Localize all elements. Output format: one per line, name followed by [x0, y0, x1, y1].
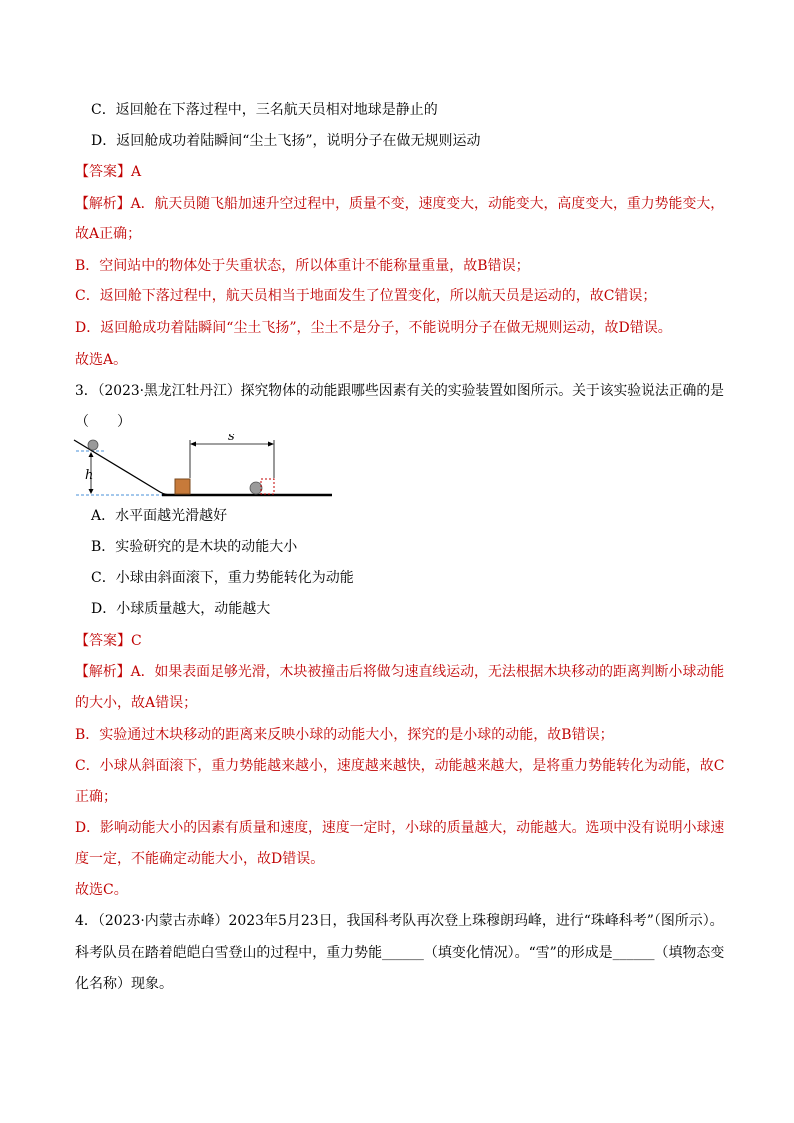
q3-experiment-figure [72, 434, 336, 502]
q2-analysis-c: C．返回舱下落过程中，航天员相当于地面发生了位置变化，所以航天员是运动的，故C错误； [75, 288, 657, 304]
q3-conclusion: 故选C。 [75, 882, 128, 898]
ball-bottom [250, 482, 262, 494]
q2-answer: 【答案】A [75, 164, 142, 180]
q2-option-d: D．返回舱成功着陆瞬间“尘土飞扬”，说明分子在做无规则运动 [91, 133, 481, 149]
q4-line2: 科考队员在踏着皑皑白雪登山的过程中，重力势能______（填变化情况）。“雪”的形成是______（填物态变 [75, 945, 725, 961]
q3-analysis-a-line2: 的大小，故A错误； [75, 695, 198, 711]
q2-option-c: C．返回舱在下落过程中，三名航天员相对地球是静止的 [91, 102, 438, 118]
block-final-position [261, 479, 274, 494]
q3-option-b: B．实验研究的是木块的动能大小 [91, 539, 298, 555]
q2-analysis-d: D．返回舱成功着陆瞬间“尘土飞扬”，尘土不是分子，不能说明分子在做无规则运动，故D错误。 [75, 320, 672, 336]
q3-analysis-d-line2: 度一定，不能确定动能大小，故D错误。 [75, 851, 325, 867]
q3-option-a: A．水平面越光滑越好 [91, 508, 228, 524]
q3-stem-line2: （ ） [75, 414, 131, 430]
q3-analysis-c-line1: C．小球从斜面滚下，重力势能越来越小，速度越来越快，动能越来越大，是将重力势能转化为动能，故C [75, 758, 725, 774]
q3-option-d: D．小球质量越大，动能越大 [91, 601, 271, 617]
q2-conclusion: 故选A。 [75, 352, 128, 368]
q2-analysis-a-line1: 【解析】A．航天员随飞船加速升空过程中，质量不变，速度变大，动能变大，高度变大，重力势能变大， [75, 196, 725, 212]
q2-analysis-a-line2: 故A正确； [75, 226, 142, 242]
s-label: s [228, 434, 235, 444]
q2-analysis-b: B．空间站中的物体处于失重状态，所以体重计不能称量重量，故B错误； [75, 258, 530, 274]
ball-top [88, 440, 98, 450]
q3-analysis-b: B．实验通过木块移动的距离来反映小球的动能大小，探究的是小球的动能，故B错误； [75, 727, 614, 743]
q3-answer: 【答案】C [75, 633, 142, 649]
wooden-block [175, 479, 190, 494]
q3-analysis-d-line1: D．影响动能大小的因素有质量和速度，速度一定时，小球的质量越大，动能越大。选项中没有说明小球速 [75, 820, 725, 836]
q3-option-c: C．小球由斜面滚下，重力势能转化为动能 [91, 570, 354, 586]
q4-line3: 化名称）现象。 [75, 976, 173, 992]
h-label: h [85, 468, 94, 483]
q4-line1: 4．（2023·内蒙古赤峰）2023年5月23日，我国科考队再次登上珠穆朗玛峰，进行“珠峰科考”（图所示）。 [75, 913, 724, 929]
q3-analysis-c-line2: 正确； [75, 789, 117, 805]
q3-analysis-a-line1: 【解析】A．如果表面足够光滑，木块被撞击后将做匀速直线运动，无法根据木块移动的距离判断小球动能 [75, 664, 725, 680]
q3-stem-line1: 3．（2023·黑龙江牡丹江）探究物体的动能跟哪些因素有关的实验装置如图所示。关于该实验说法正确的是 [75, 383, 724, 399]
